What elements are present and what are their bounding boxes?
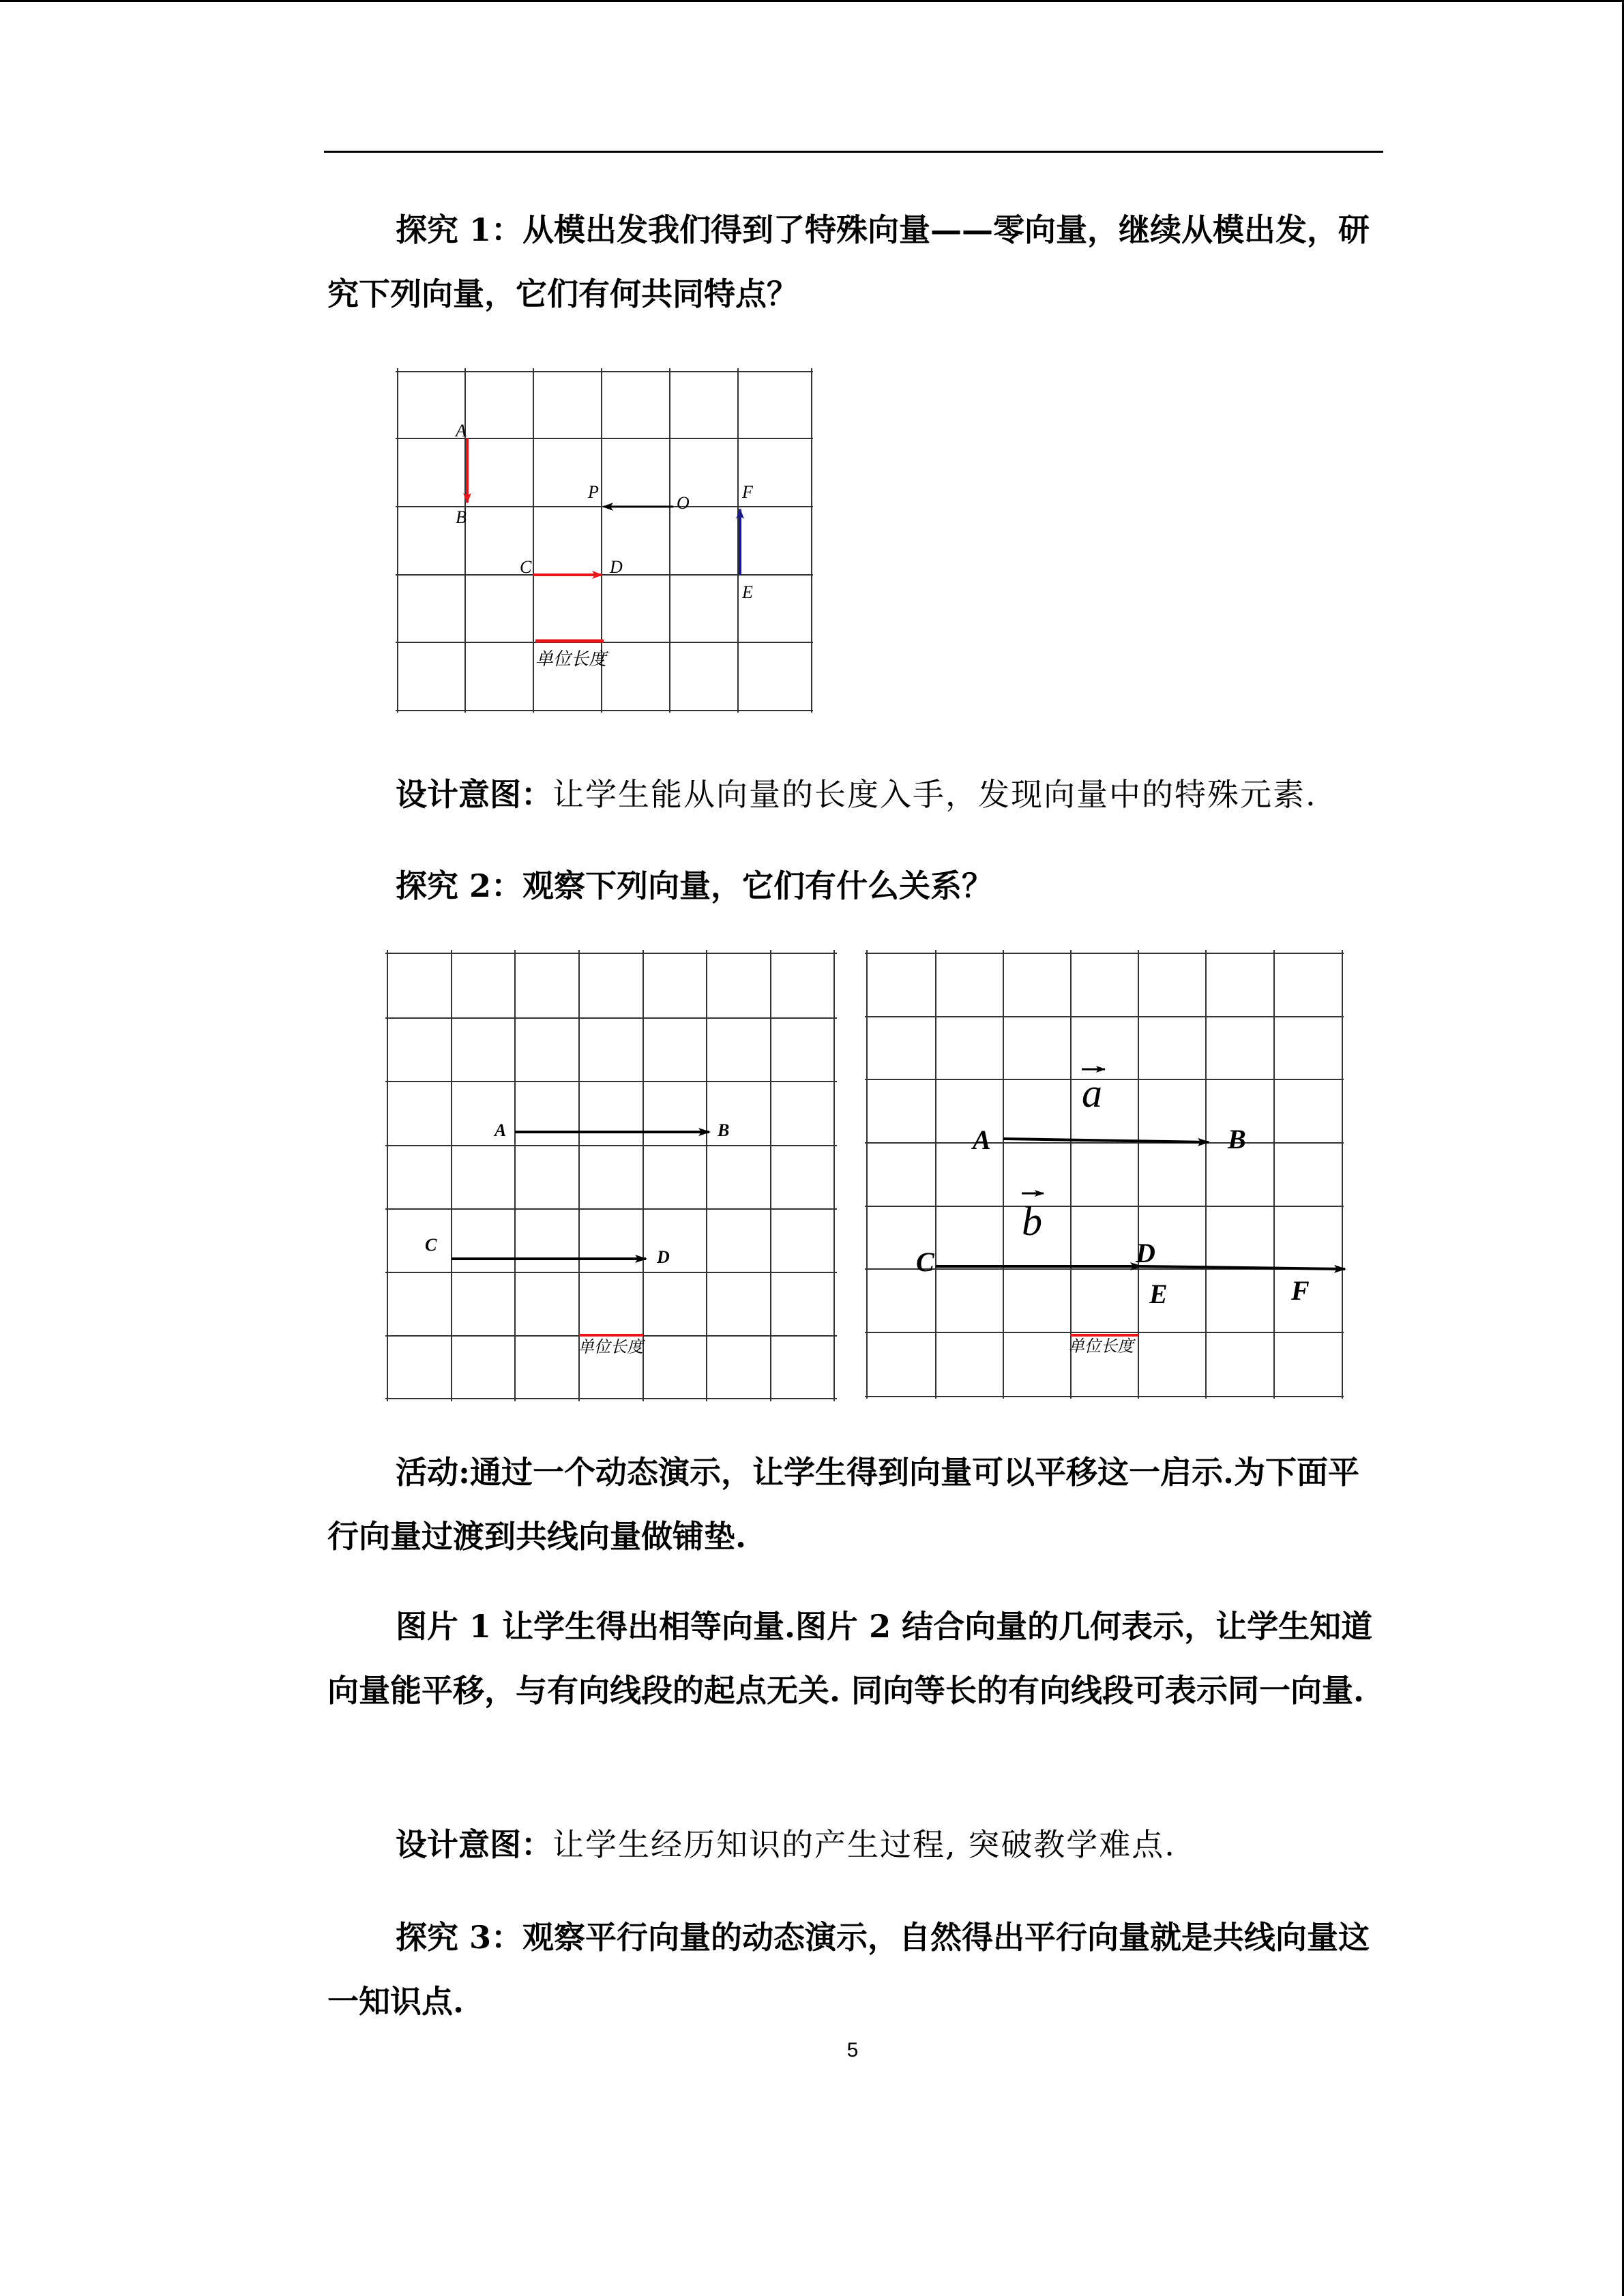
header-rule: [324, 151, 1383, 153]
vector-label-a: a: [1082, 1071, 1102, 1116]
label-E: E: [1149, 1279, 1168, 1309]
activity-lead: 活动:: [396, 1454, 470, 1491]
explore1-paragraph: [327, 198, 1385, 326]
label-D: D: [610, 557, 623, 577]
explore3-lead: 探究 3：: [396, 1919, 523, 1956]
vector-ab: [1003, 1139, 1209, 1142]
label-B: B: [1228, 1124, 1246, 1154]
page-border-top: [0, 0, 1624, 2]
explore2-text: 观察下列向量，它们有什么关系？: [522, 867, 994, 904]
figure-2-gridlines: [385, 950, 837, 1401]
design1-text: 让学生能从向量的长度入手，发现向量中的特殊元素.: [552, 776, 1317, 813]
design1-paragraph: [327, 762, 1385, 826]
activity-text: 通过一个动态演示，让学生得到向量可以平移这一启示.为下面平行向量过渡到共线向量做铺垫.: [327, 1454, 1359, 1555]
figure-3-gridlines: [865, 950, 1344, 1399]
figure-2-grid: [385, 950, 839, 1403]
label-A: A: [456, 421, 467, 441]
label-C: C: [916, 1247, 934, 1277]
label-C: C: [520, 557, 532, 577]
design2-text: 让学生经历知识的产生过程, 突破教学难点.: [552, 1826, 1176, 1863]
figure-1: [396, 368, 815, 716]
label-P: P: [588, 482, 599, 502]
explore3-text: 观察平行向量的动态演示，自然得出平行向量就是共线向量这一知识点.: [327, 1919, 1370, 2020]
label-F: F: [742, 482, 753, 502]
explore1-lead: 探究 1：: [396, 211, 523, 248]
explore1-text: 从模出发我们得到了特殊向量——零向量，继续从模出发，研究下列向量，它们有何共同特点？: [327, 211, 1370, 312]
label-A: A: [494, 1120, 507, 1140]
explore2-paragraph: [327, 854, 1385, 918]
unit-length-label: 单位长度: [578, 1337, 643, 1356]
design2-lead: 设计意图：: [396, 1826, 552, 1863]
figure-3-grid: [865, 950, 1353, 1403]
unit-length-label: 单位长度: [1068, 1337, 1134, 1356]
label-B: B: [456, 507, 467, 527]
label-O: O: [677, 493, 690, 513]
label-A: A: [973, 1124, 991, 1155]
label-D: D: [657, 1247, 670, 1267]
explore3-paragraph: [327, 1905, 1385, 2033]
activity-paragraph: [327, 1440, 1385, 1568]
figure-2: [385, 950, 839, 1403]
label-F: F: [1291, 1275, 1310, 1306]
page-number: 5: [846, 2039, 859, 2061]
pictures-paragraph: [327, 1594, 1385, 1723]
figure-1-grid: [396, 368, 815, 716]
design1-lead: 设计意图：: [396, 776, 552, 813]
pictures-text: 图片 1 让学生得出相等向量.图片 2 结合向量的几何表示，让学生知道向量能平移，与有向线段的起点无关. 同向等长的有向线段可表示同一向量.: [327, 1608, 1373, 1709]
label-B: B: [718, 1120, 730, 1140]
label-E: E: [742, 582, 753, 602]
explore2-lead: 探究 2：: [396, 867, 523, 904]
label-C: C: [425, 1235, 437, 1255]
design2-paragraph: [327, 1813, 1385, 1877]
unit-length-label: 单位长度: [535, 649, 607, 670]
label-D: D: [1136, 1238, 1155, 1268]
vector-label-b: b: [1022, 1199, 1042, 1244]
figure-3: [865, 950, 1353, 1403]
